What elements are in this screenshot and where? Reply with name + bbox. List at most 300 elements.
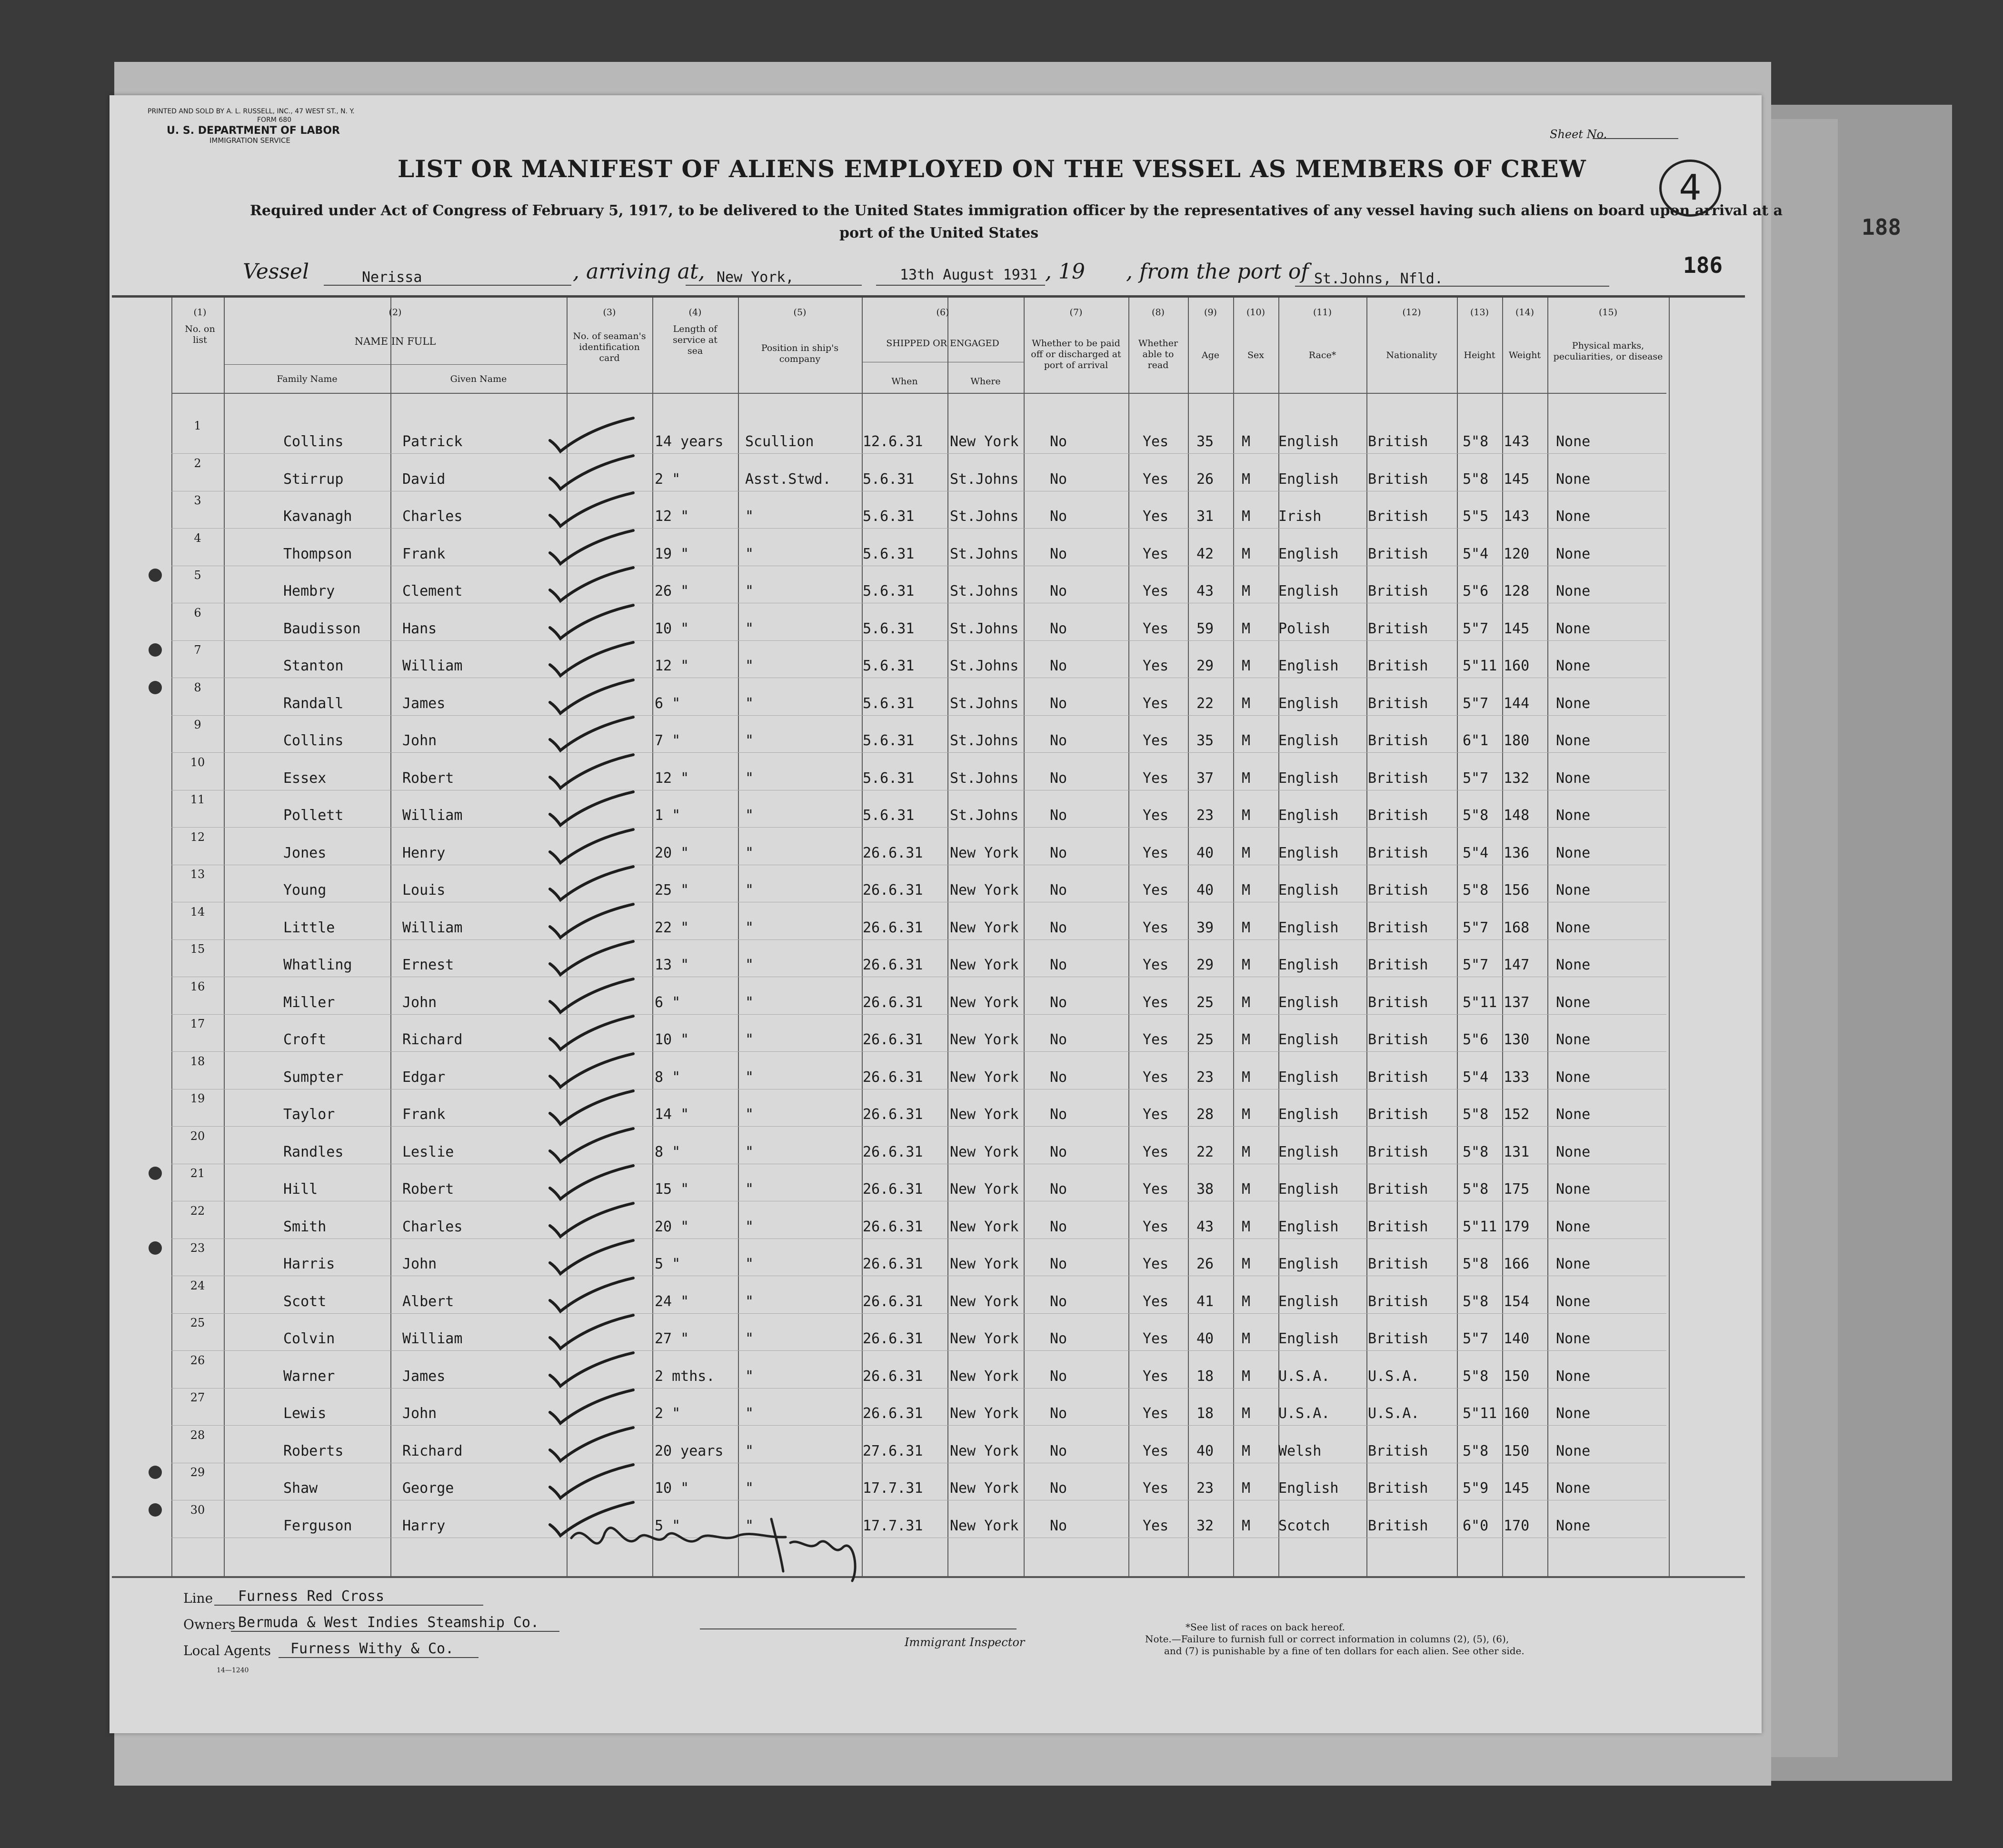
crew-weight: 136: [1504, 844, 1530, 861]
crew-nationality: British: [1368, 620, 1428, 637]
crew-length-of-service: 24 ": [655, 1293, 689, 1310]
crew-height: 5"9: [1463, 1480, 1489, 1497]
stamped-number: 188: [1862, 214, 1902, 240]
crew-weight: 166: [1504, 1256, 1530, 1272]
column-rule: [1024, 298, 1025, 1576]
crew-height: 5"7: [1463, 695, 1489, 712]
crew-position: ": [745, 1517, 754, 1534]
crew-nationality: British: [1368, 957, 1428, 973]
punch-hole: [149, 1167, 162, 1180]
column-rule: [390, 298, 391, 1576]
crew-paid-off: No: [1050, 1480, 1067, 1497]
crew-height: 5"8: [1463, 1256, 1489, 1272]
crew-age: 22: [1196, 695, 1214, 712]
crew-race: English: [1278, 1256, 1339, 1272]
crew-race: English: [1278, 919, 1339, 936]
crew-physical-marks: None: [1556, 957, 1591, 973]
crew-family-name: Stirrup: [283, 470, 344, 488]
crew-able-to-read: Yes: [1143, 732, 1169, 749]
crew-paid-off: No: [1050, 1405, 1067, 1422]
checkmark-icon: [545, 1461, 640, 1504]
crew-height: 5"4: [1463, 545, 1489, 562]
crew-shipped-where: New York: [950, 844, 1019, 861]
column-rule: [1502, 298, 1503, 1576]
crew-height: 5"7: [1463, 957, 1489, 973]
checkmark-icon: [545, 639, 640, 681]
crew-age: 41: [1196, 1293, 1214, 1310]
crew-position: ": [745, 882, 754, 899]
col-header-weight: Weight: [1508, 350, 1541, 360]
checkmark-icon: [545, 1199, 640, 1242]
line-underline: [214, 1605, 483, 1606]
checkmark-icon: [545, 938, 640, 980]
crew-given-name: George: [402, 1480, 454, 1497]
crew-shipped-where: New York: [950, 1442, 1019, 1459]
crew-able-to-read: Yes: [1143, 1368, 1169, 1385]
crew-age: 35: [1196, 732, 1214, 749]
crew-physical-marks: None: [1556, 583, 1591, 599]
crew-sex: M: [1242, 769, 1251, 787]
crew-physical-marks: None: [1556, 1106, 1591, 1123]
sheet-number-field: [1593, 138, 1678, 139]
crew-family-name: Harris: [283, 1256, 335, 1272]
crew-sex: M: [1242, 508, 1251, 525]
crew-given-name: William: [402, 807, 463, 824]
crew-shipped-where: St.Johns: [950, 695, 1019, 712]
crew-physical-marks: None: [1556, 1181, 1591, 1198]
col-number: (4): [688, 307, 702, 318]
punch-hole: [149, 1503, 162, 1517]
column-rule: [1457, 298, 1458, 1576]
crew-physical-marks: None: [1556, 1293, 1591, 1310]
crew-weight: 137: [1504, 994, 1530, 1011]
crew-nationality: U.S.A.: [1368, 1405, 1420, 1422]
crew-shipped-when: 26.6.31: [863, 1405, 923, 1422]
checkmark-icon: [545, 1349, 640, 1392]
col-number: (11): [1313, 307, 1332, 318]
crew-position: ": [745, 807, 754, 824]
col-header-shipped: SHIPPED OR ENGAGED: [886, 338, 999, 349]
checkmark-icon: [545, 1012, 640, 1055]
stamped-page-number: 186: [1683, 252, 1723, 278]
line-label: Line: [183, 1590, 213, 1606]
handwritten-circled-number: 4: [1659, 160, 1721, 217]
arriving-label: , arriving at,: [573, 260, 705, 284]
crew-shipped-when: 26.6.31: [863, 994, 923, 1011]
column-rule: [1669, 298, 1670, 1576]
table-top-rule: [112, 295, 1745, 298]
crew-race: English: [1278, 545, 1339, 562]
row-number: 23: [190, 1241, 205, 1255]
col-header-no-on-list: No. on list: [185, 324, 215, 345]
col-number: (8): [1152, 307, 1165, 318]
crew-length-of-service: 7 ": [655, 732, 681, 749]
crew-shipped-when: 5.6.31: [863, 658, 915, 674]
crew-position: ": [745, 620, 754, 637]
checkmark-icon: [545, 564, 640, 607]
crew-weight: 140: [1504, 1330, 1530, 1347]
crew-paid-off: No: [1050, 1330, 1067, 1347]
row-rule: [171, 1350, 1666, 1351]
crew-race: English: [1278, 1031, 1339, 1048]
col-number: (6): [936, 307, 949, 318]
crew-family-name: Ferguson: [283, 1517, 352, 1534]
crew-physical-marks: None: [1556, 732, 1591, 749]
crew-nationality: U.S.A.: [1368, 1368, 1420, 1385]
crew-position: ": [745, 1480, 754, 1497]
crew-given-name: James: [402, 1368, 446, 1385]
crew-given-name: Louis: [402, 882, 446, 899]
crew-length-of-service: 10 ": [655, 1031, 689, 1048]
crew-weight: 145: [1504, 620, 1530, 637]
owners-label: Owners: [183, 1617, 236, 1632]
crew-weight: 148: [1504, 807, 1530, 824]
col-number: (7): [1069, 307, 1083, 318]
crew-physical-marks: None: [1556, 1442, 1591, 1459]
crew-given-name: James: [402, 695, 446, 712]
crew-weight: 156: [1504, 882, 1530, 899]
crew-nationality: British: [1368, 1293, 1428, 1310]
row-number: 12: [190, 830, 205, 844]
crew-able-to-read: Yes: [1143, 1330, 1169, 1347]
arrival-date: 13th August 1931: [900, 267, 1037, 283]
crew-position: ": [745, 919, 754, 936]
crew-age: 29: [1196, 957, 1214, 973]
date-underline: [876, 285, 1045, 286]
crew-age: 23: [1196, 807, 1214, 824]
crew-weight: 133: [1504, 1069, 1530, 1086]
crew-sex: M: [1242, 1442, 1251, 1459]
crew-length-of-service: 6 ": [655, 994, 681, 1011]
checkmark-icon: [545, 788, 640, 831]
penalty-note-continued: and (7) is punishable by a fine of ten dollars for each alien. See other side.: [1164, 1645, 1525, 1657]
crew-shipped-where: New York: [950, 1031, 1019, 1048]
crew-weight: 150: [1504, 1368, 1530, 1385]
crew-family-name: Miller: [283, 994, 335, 1011]
crew-length-of-service: 14 years: [655, 433, 724, 450]
crew-shipped-when: 26.6.31: [863, 1181, 923, 1198]
crew-race: English: [1278, 1069, 1339, 1086]
crew-paid-off: No: [1050, 769, 1067, 787]
col-header-height: Height: [1464, 350, 1495, 360]
crew-length-of-service: 20 ": [655, 844, 689, 861]
crew-race: English: [1278, 882, 1339, 899]
checkmark-icon: [545, 1386, 640, 1429]
crew-nationality: British: [1368, 658, 1428, 674]
crew-given-name: Hans: [402, 620, 437, 637]
crew-length-of-service: 14 ": [655, 1106, 689, 1123]
crew-family-name: Essex: [283, 769, 327, 787]
col-header-age: Age: [1201, 350, 1220, 360]
crew-position: ": [745, 1143, 754, 1160]
row-number: 24: [190, 1279, 205, 1292]
crew-able-to-read: Yes: [1143, 1143, 1169, 1160]
col-header-where: Where: [970, 376, 1001, 387]
crew-paid-off: No: [1050, 919, 1067, 936]
crew-length-of-service: 15 ": [655, 1181, 689, 1198]
crew-able-to-read: Yes: [1143, 769, 1169, 787]
crew-paid-off: No: [1050, 957, 1067, 973]
crew-position: ": [745, 695, 754, 712]
row-rule: [171, 715, 1666, 716]
crew-shipped-where: New York: [950, 1368, 1019, 1385]
crew-shipped-where: New York: [950, 994, 1019, 1011]
crew-able-to-read: Yes: [1143, 508, 1169, 525]
col-header-able-to-read: Whether able to read: [1138, 338, 1178, 370]
crew-able-to-read: Yes: [1143, 1480, 1169, 1497]
crew-length-of-service: 19 ": [655, 545, 689, 562]
crew-able-to-read: Yes: [1143, 994, 1169, 1011]
crew-length-of-service: 10 ": [655, 620, 689, 637]
crew-weight: 145: [1504, 1480, 1530, 1497]
crew-family-name: Young: [283, 882, 327, 899]
crew-family-name: Sumpter: [283, 1069, 344, 1086]
crew-shipped-when: 5.6.31: [863, 508, 915, 525]
crew-age: 22: [1196, 1143, 1214, 1160]
crew-position: ": [745, 1368, 754, 1385]
crew-shipped-when: 26.6.31: [863, 1256, 923, 1272]
crew-shipped-when: 26.6.31: [863, 957, 923, 973]
row-number: 27: [190, 1391, 205, 1404]
row-rule: [171, 528, 1666, 529]
row-number: 28: [190, 1428, 205, 1442]
checkmark-icon: [545, 900, 640, 943]
crew-given-name: Albert: [402, 1293, 454, 1310]
crew-given-name: Robert: [402, 1181, 454, 1198]
row-number: 7: [194, 643, 201, 657]
crew-shipped-when: 5.6.31: [863, 620, 915, 637]
checkmark-icon: [545, 1274, 640, 1317]
crew-paid-off: No: [1050, 620, 1067, 637]
crew-given-name: David: [402, 470, 446, 488]
col-header-physical-marks: Physical marks, peculiarities, or disease: [1553, 340, 1663, 362]
col-header-sex: Sex: [1247, 350, 1264, 360]
service-name: IMMIGRATION SERVICE: [209, 136, 290, 145]
crew-shipped-when: 26.6.31: [863, 1106, 923, 1123]
crew-nationality: British: [1368, 1218, 1428, 1235]
col-header-name: NAME IN FULL: [354, 336, 436, 347]
crew-paid-off: No: [1050, 844, 1067, 861]
crew-shipped-where: New York: [950, 1218, 1019, 1235]
crew-height: 5"8: [1463, 470, 1489, 488]
crew-family-name: Baudisson: [283, 620, 361, 637]
crew-paid-off: No: [1050, 1218, 1067, 1235]
crew-family-name: Little: [283, 919, 335, 936]
crew-position: Scullion: [745, 433, 814, 450]
crew-race: English: [1278, 695, 1339, 712]
crew-height: 5"5: [1463, 508, 1489, 525]
col-number: (3): [603, 307, 616, 318]
crew-shipped-where: New York: [950, 1517, 1019, 1534]
crew-length-of-service: 5 ": [655, 1256, 681, 1272]
vessel-name: Nerissa: [362, 269, 422, 286]
crew-length-of-service: 22 ": [655, 919, 689, 936]
crew-length-of-service: 12 ": [655, 769, 689, 787]
crew-shipped-where: New York: [950, 433, 1019, 450]
crew-physical-marks: None: [1556, 1517, 1591, 1534]
crew-physical-marks: None: [1556, 620, 1591, 637]
crew-sex: M: [1242, 1181, 1251, 1198]
row-number: 9: [194, 718, 201, 731]
crew-given-name: John: [402, 732, 437, 749]
crew-physical-marks: None: [1556, 844, 1591, 861]
crew-height: 5"8: [1463, 433, 1489, 450]
line-name: Furness Red Cross: [238, 1588, 385, 1605]
crew-position: ": [745, 957, 754, 973]
crew-height: 5"8: [1463, 1368, 1489, 1385]
crew-nationality: British: [1368, 844, 1428, 861]
crew-sex: M: [1242, 1256, 1251, 1272]
crew-physical-marks: None: [1556, 1031, 1591, 1048]
crew-weight: 168: [1504, 919, 1530, 936]
crew-race: English: [1278, 470, 1339, 488]
crew-given-name: Ernest: [402, 957, 454, 973]
crew-race: English: [1278, 658, 1339, 674]
crew-weight: 128: [1504, 583, 1530, 599]
crew-sex: M: [1242, 1293, 1251, 1310]
crew-shipped-when: 26.6.31: [863, 1293, 923, 1310]
crew-shipped-when: 5.6.31: [863, 545, 915, 562]
col-header-nationality: Nationality: [1386, 350, 1437, 360]
row-rule: [171, 1425, 1666, 1426]
crew-physical-marks: None: [1556, 769, 1591, 787]
crew-race: English: [1278, 769, 1339, 787]
crew-position: ": [745, 1031, 754, 1048]
crew-race: Irish: [1278, 508, 1322, 525]
crew-length-of-service: 2 ": [655, 470, 681, 488]
crew-height: 5"11: [1463, 1405, 1497, 1422]
sheet-number-label: Sheet No.: [1550, 128, 1607, 141]
crew-shipped-where: New York: [950, 1405, 1019, 1422]
crew-race: English: [1278, 844, 1339, 861]
col-number: (15): [1598, 307, 1617, 318]
crew-age: 39: [1196, 919, 1214, 936]
crew-paid-off: No: [1050, 1143, 1067, 1160]
crew-position: ": [745, 508, 754, 525]
crew-height: 5"11: [1463, 1218, 1497, 1235]
crew-nationality: British: [1368, 994, 1428, 1011]
row-rule: [171, 1051, 1666, 1052]
crew-given-name: Richard: [402, 1031, 463, 1048]
crew-race: English: [1278, 1181, 1339, 1198]
crew-nationality: British: [1368, 882, 1428, 899]
crew-length-of-service: 27 ": [655, 1330, 689, 1347]
crew-shipped-when: 5.6.31: [863, 807, 915, 824]
row-number: 1: [194, 419, 201, 432]
inspector-signature-line: [700, 1628, 1016, 1629]
crew-paid-off: No: [1050, 732, 1067, 749]
crew-length-of-service: 26 ": [655, 583, 689, 599]
row-rule: [171, 1313, 1666, 1314]
col-number: (12): [1402, 307, 1421, 318]
crew-able-to-read: Yes: [1143, 583, 1169, 599]
crew-age: 43: [1196, 1218, 1214, 1235]
crew-nationality: British: [1368, 919, 1428, 936]
crew-given-name: Edgar: [402, 1069, 446, 1086]
crew-physical-marks: None: [1556, 508, 1591, 525]
crew-position: ": [745, 844, 754, 861]
header-bottom-rule: [171, 393, 1666, 394]
crew-physical-marks: None: [1556, 1218, 1591, 1235]
crew-sex: M: [1242, 433, 1251, 450]
crew-able-to-read: Yes: [1143, 470, 1169, 488]
crew-given-name: Richard: [402, 1442, 463, 1459]
crew-family-name: Warner: [283, 1368, 335, 1385]
crew-race: English: [1278, 433, 1339, 450]
crew-paid-off: No: [1050, 470, 1067, 488]
crew-shipped-where: St.Johns: [950, 658, 1019, 674]
printer-imprint: PRINTED AND SOLD BY A. L. RUSSELL, INC., 47 WEST ST., N. Y. FORM 680: [148, 108, 355, 124]
crew-position: ": [745, 545, 754, 562]
checkmark-icon: [545, 975, 640, 1018]
crew-shipped-where: St.Johns: [950, 583, 1019, 599]
vessel-underline: [324, 285, 571, 286]
crew-shipped-when: 17.7.31: [863, 1480, 923, 1497]
crew-age: 40: [1196, 882, 1214, 899]
crew-weight: 130: [1504, 1031, 1530, 1048]
crew-paid-off: No: [1050, 1106, 1067, 1123]
crew-shipped-where: New York: [950, 1069, 1019, 1086]
col-header-length-of-service: Length of service at sea: [673, 324, 717, 356]
crew-age: 23: [1196, 1480, 1214, 1497]
crew-position: ": [745, 1181, 754, 1198]
local-agents-label: Local Agents: [183, 1643, 271, 1658]
row-number: 13: [190, 868, 205, 881]
row-number: 20: [190, 1129, 205, 1143]
crew-nationality: British: [1368, 1480, 1428, 1497]
row-number: 3: [194, 494, 201, 507]
inspector-label: Immigrant Inspector: [905, 1636, 1025, 1649]
crew-race: U.S.A.: [1278, 1405, 1330, 1422]
crew-paid-off: No: [1050, 1442, 1067, 1459]
crew-sex: M: [1242, 1480, 1251, 1497]
crew-shipped-when: 26.6.31: [863, 844, 923, 861]
crew-race: English: [1278, 1143, 1339, 1160]
crew-shipped-when: 26.6.31: [863, 1218, 923, 1235]
crew-able-to-read: Yes: [1143, 882, 1169, 899]
crew-position: ": [745, 769, 754, 787]
column-rule: [1128, 298, 1129, 1576]
crew-race: English: [1278, 732, 1339, 749]
crew-race: Scotch: [1278, 1517, 1330, 1534]
column-rule: [1366, 298, 1367, 1576]
row-rule: [171, 752, 1666, 753]
crew-physical-marks: None: [1556, 807, 1591, 824]
crew-given-name: Robert: [402, 769, 454, 787]
form-code: 14—1240: [217, 1667, 249, 1674]
crew-family-name: Collins: [283, 433, 344, 450]
crew-family-name: Collins: [283, 732, 344, 749]
inspector-signature: [567, 1509, 871, 1590]
crew-weight: 143: [1504, 433, 1530, 450]
crew-position: Asst.Stwd.: [745, 470, 831, 488]
row-number: 14: [190, 905, 205, 919]
crew-weight: 170: [1504, 1517, 1530, 1534]
crew-given-name: John: [402, 1405, 437, 1422]
crew-shipped-when: 17.7.31: [863, 1517, 923, 1534]
year-label: , 19: [1045, 260, 1085, 284]
crew-able-to-read: Yes: [1143, 844, 1169, 861]
checkmark-icon: [545, 676, 640, 719]
crew-height: 5"8: [1463, 1293, 1489, 1310]
row-number: 22: [190, 1204, 205, 1218]
crew-given-name: Leslie: [402, 1143, 454, 1160]
crew-shipped-where: St.Johns: [950, 508, 1019, 525]
crew-paid-off: No: [1050, 807, 1067, 824]
crew-family-name: Colvin: [283, 1330, 335, 1347]
crew-nationality: British: [1368, 1069, 1428, 1086]
crew-nationality: British: [1368, 1181, 1428, 1198]
